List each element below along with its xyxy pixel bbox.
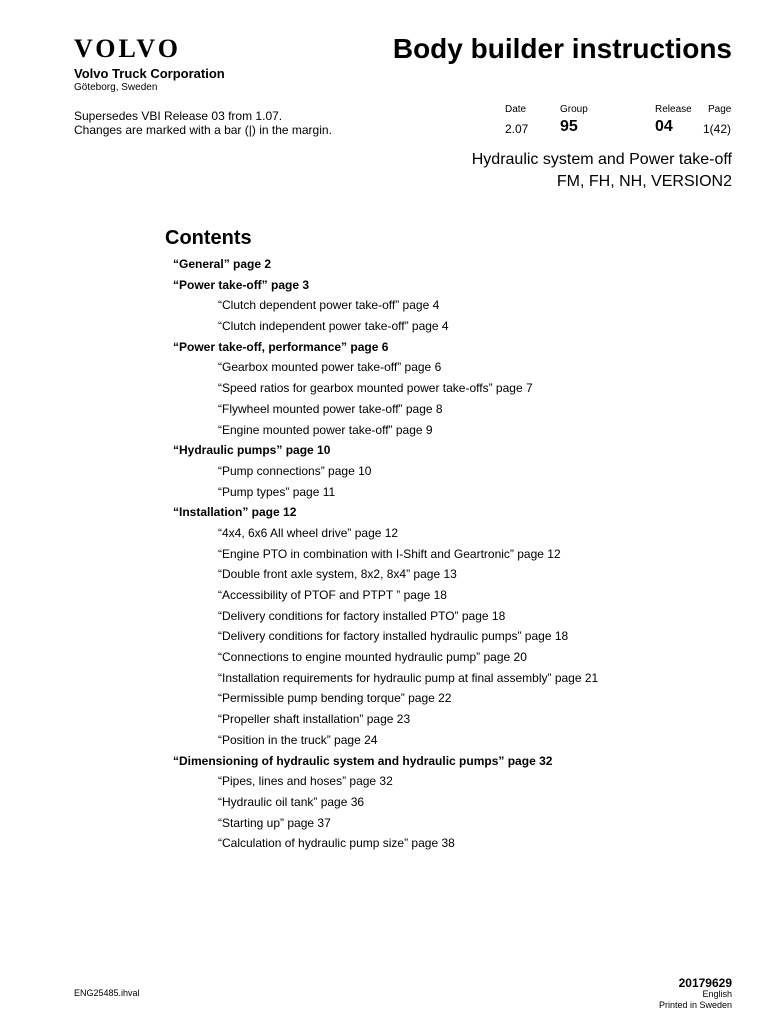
- toc-section-link[interactable]: “Power take-off” page 3: [173, 277, 310, 292]
- toc-section-link[interactable]: “Power take-off, performance” page 6: [173, 339, 389, 354]
- toc-subsection-link[interactable]: “Delivery conditions for factory installed PTO” page 18: [218, 608, 506, 623]
- toc-subsection-link[interactable]: “Pipes, lines and hoses” page 32: [218, 774, 393, 789]
- document-language: English: [702, 989, 732, 999]
- page-label: Page: [708, 104, 732, 115]
- toc-subsection-link[interactable]: “Clutch dependent power take-off” page 4: [218, 298, 440, 313]
- toc-subsection-link[interactable]: “Calculation of hydraulic pump size” page 38: [218, 836, 455, 851]
- toc-subsection-link[interactable]: “Connections to engine mounted hydraulic pump” page 20: [218, 650, 527, 665]
- release-value: 04: [655, 118, 673, 135]
- toc-subsection-link[interactable]: “Position in the truck” page 24: [218, 732, 378, 747]
- toc-section-link[interactable]: “General” page 2: [173, 257, 272, 271]
- toc-subsection-link[interactable]: “Permissible pump bending torque” page 22: [218, 691, 452, 706]
- company-location: Göteborg, Sweden: [74, 82, 158, 93]
- page-value: 1(42): [703, 122, 732, 136]
- date-value: 2.07: [505, 122, 529, 136]
- group-value: 95: [560, 118, 578, 135]
- toc-subsection-link[interactable]: “Pump connections” page 10: [218, 463, 372, 478]
- toc-subsection-link[interactable]: “Accessibility of PTOF and PTPT ” page 18: [218, 588, 447, 602]
- changes-note: Changes are marked with a bar (|) in the margin.: [74, 123, 332, 137]
- toc-subsection-link[interactable]: “Installation requirements for hydraulic pump at final assembly” page 21: [218, 670, 599, 685]
- document-number: 20179629: [678, 976, 732, 990]
- toc-subsection-link[interactable]: “Gearbox mounted power take-off” page 6: [218, 360, 442, 375]
- toc-subsection-link[interactable]: “Clutch independent power take-off” page 4: [218, 319, 449, 334]
- toc-subsection-link[interactable]: “Flywheel mounted power take-off” page 8: [218, 401, 443, 416]
- toc-subsection-link[interactable]: “Delivery conditions for factory installed hydraulic pumps” page 18: [218, 629, 569, 644]
- document-title: Body builder instructions: [392, 33, 732, 64]
- date-label: Date: [505, 104, 527, 115]
- supersedes-note: Supersedes VBI Release 03 from 1.07.: [74, 109, 283, 123]
- toc-subsection-link[interactable]: “Hydraulic oil tank” page 36: [218, 794, 365, 809]
- toc-subsection-link[interactable]: “Speed ratios for gearbox mounted power take-offs” page 7: [218, 381, 533, 396]
- volvo-logo: VOLVO: [74, 34, 181, 63]
- toc-subsection-link[interactable]: “Engine mounted power take-off” page 9: [218, 422, 433, 437]
- subject-models: FM, FH, NH, VERSION2: [556, 173, 732, 190]
- company-name: Volvo Truck Corporation: [74, 66, 225, 81]
- toc-subsection-link[interactable]: “4x4, 6x6 All wheel drive” page 12: [218, 525, 399, 540]
- table-of-contents: [0, 256, 768, 856]
- toc-subsection-link[interactable]: “Pump types” page 11: [218, 484, 336, 499]
- toc-subsection-link[interactable]: “Engine PTO in combination with I-Shift and Geartronic” page 12: [218, 546, 561, 561]
- file-reference: ENG25485.ihval: [74, 988, 140, 998]
- group-label: Group: [560, 104, 588, 115]
- toc-section-link[interactable]: “Hydraulic pumps” page 10: [173, 443, 331, 458]
- toc-subsection-link[interactable]: “Propeller shaft installation” page 23: [218, 712, 411, 727]
- release-label: Release: [655, 104, 692, 115]
- contents-heading: Contents: [165, 227, 252, 249]
- print-location: Printed in Sweden: [658, 1000, 732, 1010]
- subject-title: Hydraulic system and Power take-off: [471, 151, 732, 168]
- toc-subsection-link[interactable]: “Double front axle system, 8x2, 8x4” page 13: [218, 567, 457, 582]
- toc-section-link[interactable]: “Dimensioning of hydraulic system and hydraulic pumps” page 32: [173, 753, 553, 768]
- toc-section-link[interactable]: “Installation” page 12: [173, 505, 297, 520]
- toc-subsection-link[interactable]: “Starting up” page 37: [218, 815, 331, 830]
